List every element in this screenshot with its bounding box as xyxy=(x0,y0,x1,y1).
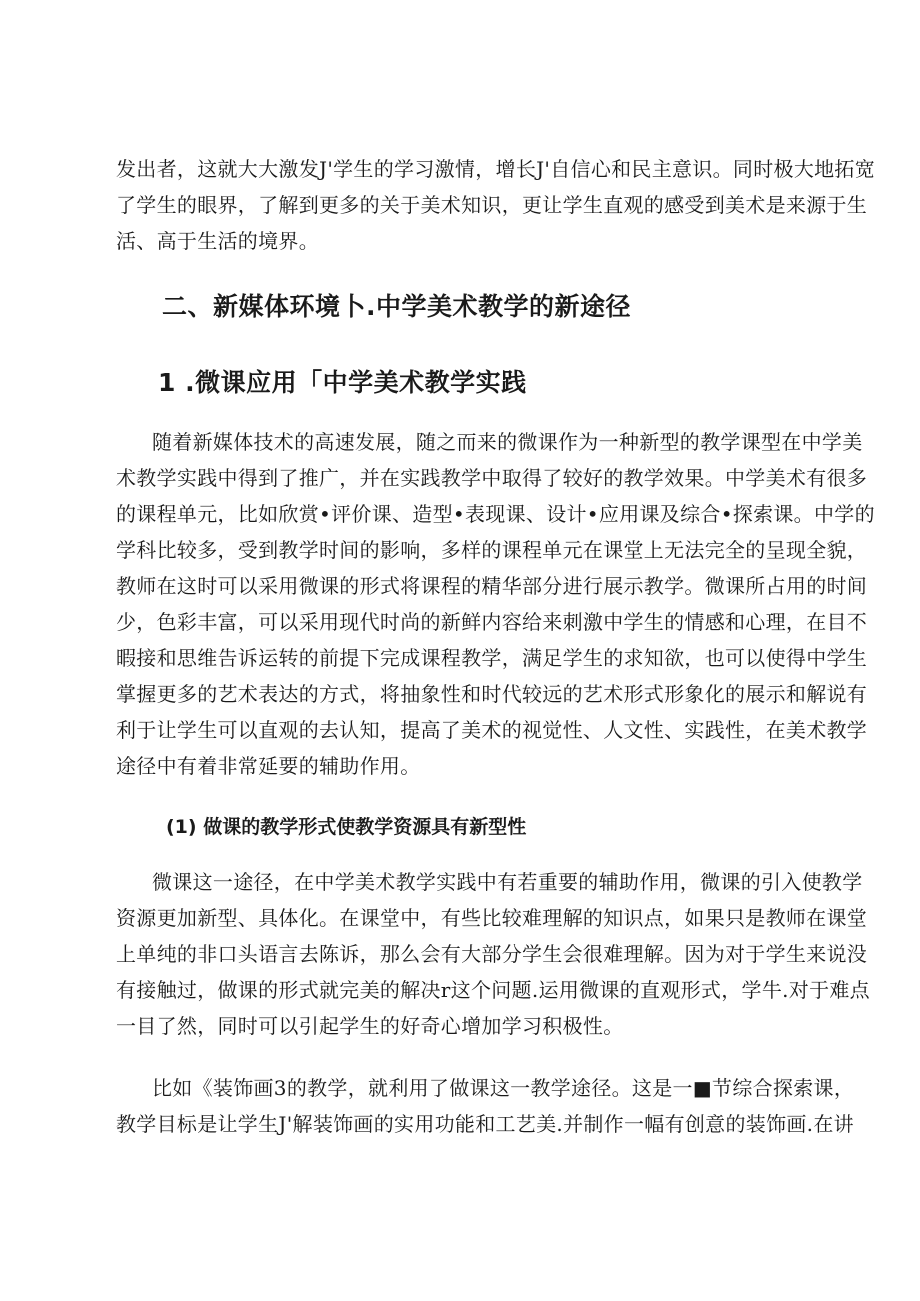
text-line: 教师在这时可以采用微课的形式将课程的精华部分进行展示教学。微课所占用的时间 xyxy=(116,574,868,598)
text-line: 少，色彩丰富，可以采用现代时尚的新鲜内容给来刺激中学生的情感和心理，在目不 xyxy=(116,610,868,634)
text-line: 有接触过，做课的形式就完美的解决r这个问题.运用微课的直观形式，学牛.对于难点 xyxy=(116,978,870,1002)
text-line: 上单纯的非口头语言去陈诉，那么会有大部分学生会很难理解。因为对于学生来说没 xyxy=(116,942,868,966)
text-line: 暇接和思维告诉运转的前提下完成课程教学，满足学生的求知欲，也可以使得中学生 xyxy=(116,646,868,670)
text-line: 资源更加新型、具体化。在课堂中，有些比较难理解的知识点，如果只是教师在课堂 xyxy=(116,906,868,930)
text-line: 微课这一途径，在中学美术教学实践中有若重要的辅助作用，微课的引入使教学 xyxy=(152,870,863,894)
text-line: 术教学实践中得到了推广，并在实践教学中取得了较好的教学效果。中学美术有很多 xyxy=(116,466,868,490)
text-line: 的课程单元，比如欣赏•评价课、造型•表现课、设计•应用课及综合•探索课。中学的 xyxy=(116,502,875,526)
text-line: 一目了然，同时可以引起学生的好奇心增加学习积极性。 xyxy=(116,1014,624,1038)
text-line: 了学生的眼界，了解到更多的关于美术知识，更让学生直观的感受到美术是来源于生 xyxy=(116,193,868,217)
subsection-heading: 1 .微课应用「中学美术教学实践 xyxy=(158,368,527,397)
text-line: 随着新媒体技术的高速发展，随之而来的微课作为一种新型的教学课型在中学美 xyxy=(152,430,863,454)
text-line: 教学目标是让学生J'解装饰画的实用功能和工艺美.并制作一幅有创意的装饰画.在讲 xyxy=(116,1112,854,1136)
text-line: 掌握更多的艺术表达的方式，将抽象性和时代较远的艺术形式形象化的展示和解说有 xyxy=(116,682,868,706)
text-line: 发出者，这就大大激发J'学生的学习激情，增长J'自信心和民主意识。同时极大地拓宽 xyxy=(116,157,876,181)
text-line: 途径中有着非常延要的辅助作用。 xyxy=(116,754,421,778)
section-heading: 二、新媒体环境卜.中学美术教学的新途径 xyxy=(162,292,631,321)
text-line: 活、高于生活的境界。 xyxy=(116,229,319,253)
text-line: 比如《装饰画3的教学，就利用了做课这一教学途径。这是一■节综合探索课， xyxy=(152,1076,855,1100)
text-line: 利于让学生可以直观的去认知，提高了美术的视觉性、人文性、实践性，在美术教学 xyxy=(116,718,868,742)
text-line: 学科比较多，受到教学时间的影响，多样的课程单元在课堂上无法完全的呈现全貌， xyxy=(116,538,868,562)
point-heading: (1) 做课的教学形式使教学资源具有新型性 xyxy=(166,816,527,838)
